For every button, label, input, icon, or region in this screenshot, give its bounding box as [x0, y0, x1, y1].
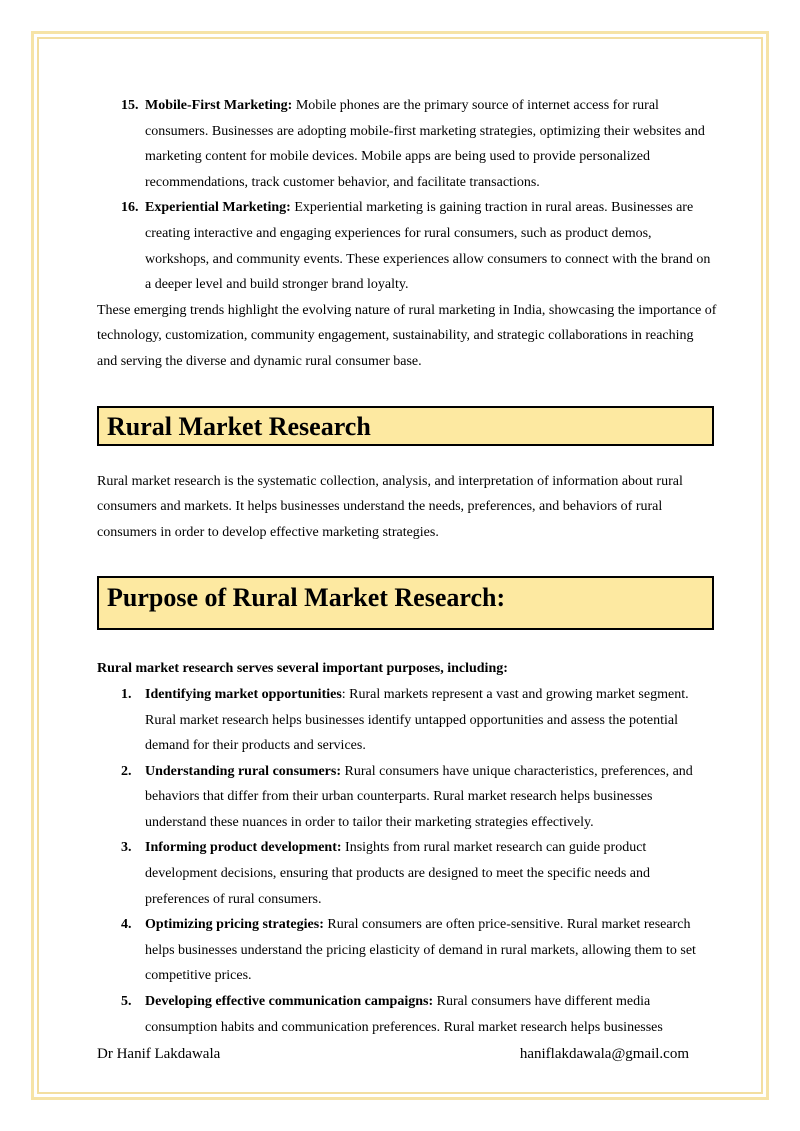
footer-author: Dr Hanif Lakdawala [97, 1046, 221, 1062]
purpose-list [97, 682, 717, 1040]
list-text: : Rural markets represent a vast and growing market segment. Rural market research helps businesses identify untapped opportunities and assess the potential demand for their products and services. [145, 686, 689, 754]
list-number: 1. [121, 686, 132, 702]
list-number: 4. [121, 917, 132, 933]
list-item [97, 195, 717, 297]
list-number: 15. [121, 98, 139, 113]
list-term: Identifying market opportunities [145, 686, 342, 702]
list-term: Understanding rural consumers: [145, 763, 342, 779]
page-footer [97, 1046, 689, 1063]
list-item [97, 835, 717, 912]
list-term: Optimizing pricing strategies: [145, 917, 324, 933]
list-text: Rural consumers have unique characteristics, preferences, and behaviors that differ from their urban counterparts. Rural market research helps businesses understand these nuances in order to tailor their marketing strategies effectively. [145, 763, 693, 830]
list-term: Experiential Marketing: [145, 200, 291, 216]
list-item [97, 93, 717, 195]
page-content [97, 93, 717, 1040]
list-number: 16. [121, 200, 139, 216]
list-term: Mobile-First Marketing: [145, 98, 293, 113]
list-text: Rural consumers are often price-sensitive. Rural market research helps businesses understand the pricing elasticity of demand in rural markets, allowing them to set competitive prices. [145, 917, 696, 984]
list-item [97, 682, 717, 759]
list-number: 5. [121, 994, 132, 1010]
list-item [97, 912, 717, 989]
list-text: Experiential marketing is gaining traction in rural areas. Businesses are creating interactive and engaging experiences for rural consumers, such as product demos, workshops, and community events. These experiences allow consumers to connect with the brand on a deeper level and build stronger brand loyalty. [145, 200, 711, 293]
list-text: Mobile phones are the primary source of internet access for rural consumers. Businesses are adopting mobile-first marketing strategies, optimizing their websites and marketing content for mobile devices. Mobile apps are being used to provide personalized recommendations, track customer behavior, and facilitate transactions. [145, 98, 705, 190]
continued-trends-list [97, 93, 717, 298]
list-term: Developing effective communication campaigns: [145, 994, 434, 1010]
section-heading-purpose: Purpose of Rural Market Research: [97, 576, 714, 630]
purpose-lead-text: Rural market research serves several important purposes, including: [97, 661, 508, 677]
list-item [97, 759, 717, 836]
list-text: Rural consumers have different media consumption habits and communication preferences. Rural market research helps businesses [145, 994, 663, 1035]
list-number: 3. [121, 840, 132, 856]
list-item [97, 989, 717, 1040]
list-text: Insights from rural market research can guide product development decisions, ensuring that products are designed to meet the specific needs and preferences of rural consumers. [145, 840, 651, 907]
footer-email: haniflakdawala@gmail.com [519, 1046, 689, 1062]
trends-summary-paragraph: These emerging trends highlight the evolving nature of rural marketing in India, showcasing the importance of technology, customization, community engagement, sustainability, and strategic collaborations in reaching and serving the diverse and dynamic rural consumer base. [97, 302, 717, 369]
list-term: Informing product development: [145, 840, 342, 856]
section-heading-rural-market-research: Rural Market Research [97, 406, 714, 446]
list-number: 2. [121, 763, 132, 779]
rural-market-research-paragraph: Rural market research is the systematic collection, analysis, and interpretation of information about rural consumers and markets. It helps businesses understand the needs, preferences, and behaviors of rural consumers in order to develop effective marketing strategies. [97, 473, 683, 540]
